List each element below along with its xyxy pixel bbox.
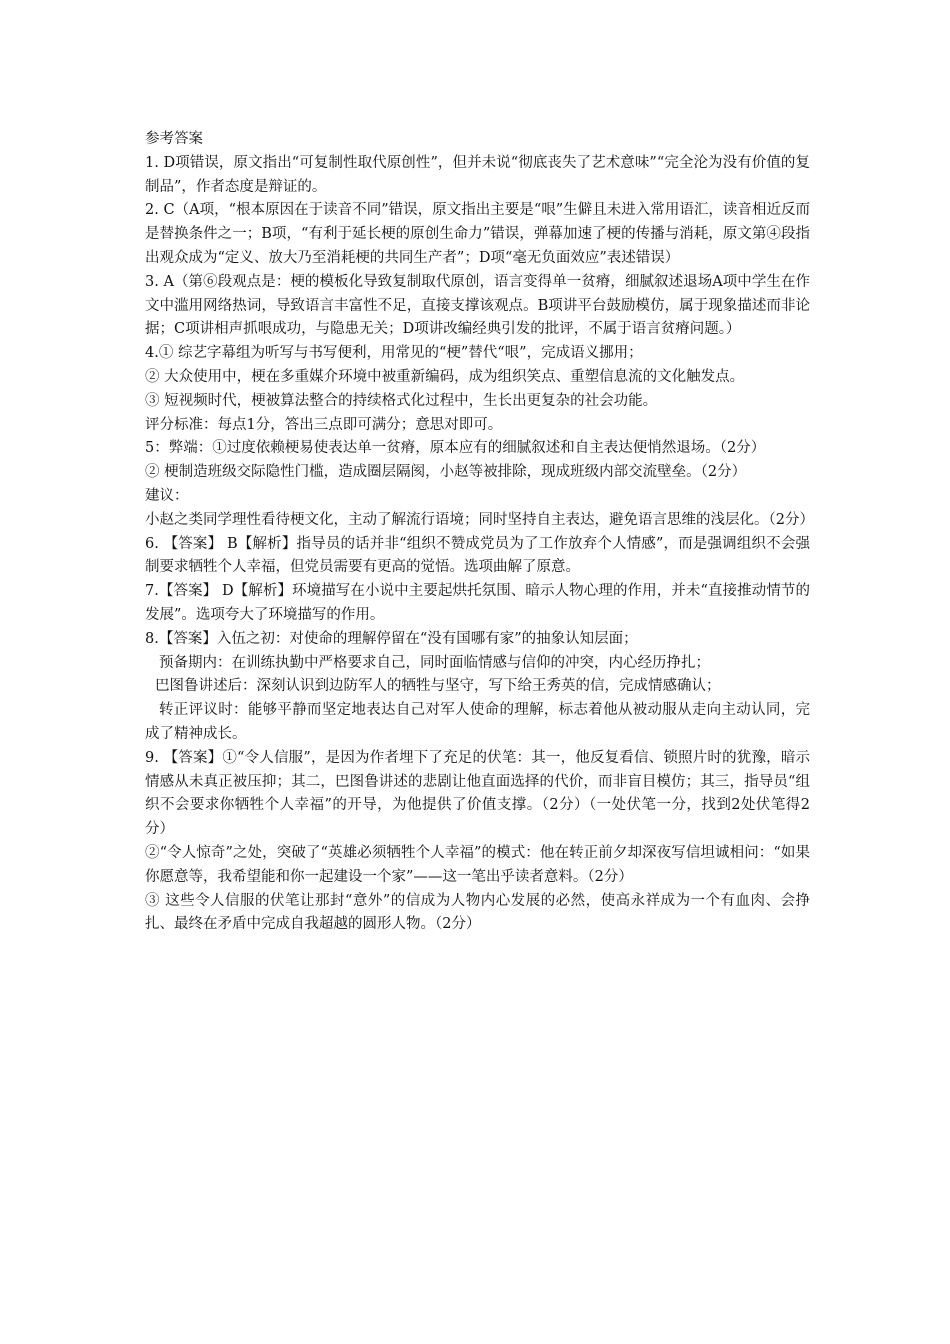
answer-3: 3. A（第⑥段观点是：梗的模板化导致复制取代原创，语言变得单一贫瘠，细腻叙述退场A项中学生在作文中滥用网络热词，导致语言丰富性不足，直接支撑该观点。B项讲平台鼓励模仿，属于现象描述而非论据；C项讲相声抓哏成功，与隐患无关；D项讲改编经典引发的批评，不属于语言贫瘠问题。）: [145, 273, 810, 338]
answer-heading: 参考答案: [145, 131, 203, 147]
answer-2: 2. C（A项，“根本原因在于读音不同”错误，原文指出主要是“哏”生僻且未进入常用语汇，读音相近反而是替换条件之一；B项，“有利于延长梗的原创生命力”错误，弹幕加速了梗的传播与消耗，原文第④段指出观众成为“定义、放大乃至消耗梗的共同生产者”；D项“毫无负面效应”表述错误）: [145, 202, 810, 266]
answer-8-stage-2: 预备期内：在训练执勤中严格要求自己，同时面临情感与信仰的冲突，内心经历挣扎；: [159, 654, 710, 671]
answer-9-point-1: 9. 【答案】①“令人信服”，是因为作者埋下了充足的伏笔：其一，他反复看信、锁照片时的犹豫，暗示情感从未真正被压抑；其二，巴图鲁讲述的悲剧让他直面选择的代价，而非盲目模仿；其三，指导员“组织不会要求你牺牲个人幸福”的开导，为他提供了价值支撑。（2分）（一处伏笔一分，找到2处伏笔得2分）: [145, 749, 810, 838]
answer-5-drawback-2: ② 梗制造班级交际隐性门槛，造成圈层隔阂，小赵等被排除，现成班级内部交流壁垒。（2分）: [145, 464, 747, 481]
answer-8-stage-1: 8.【答案】入伍之初：对使命的理解停留在“没有国哪有家”的抽象认知层面；: [145, 630, 638, 647]
answer-8-stage-3: 巴图鲁讲述后：深刻认识到边防军人的牺牲与坚守，写下给王秀英的信，完成情感确认；: [155, 678, 721, 695]
answer-5-suggestion: 小赵之类同学理性看待梗文化，主动了解流行语境；同时坚持自主表达，避免语言思维的浅层化。（2分）: [145, 511, 814, 528]
answer-5-suggestion-label: 建议：: [145, 487, 189, 504]
answer-4-point-1: 4.① 综艺字幕组为听写与书写便利，用常见的“梗”替代“哏”，完成语义挪用；: [145, 345, 643, 362]
answer-4-point-3: ③ 短视频时代，梗被算法整合的持续格式化过程中，生长出更复杂的社会功能。: [145, 392, 658, 409]
answer-9-point-2: ②“令人惊奇”之处，突破了“英雄必须牺牲个人幸福”的模式：他在转正前夕却深夜写信坦诚相问：“如果你愿意等，我希望能和你一起建设一个家”——这一笔出乎读者意料。（2分）: [145, 844, 810, 885]
answer-key-body: [145, 128, 814, 937]
answer-4-scoring: 评分标准：每点1分，答出三点即可满分；意思对即可。: [145, 416, 503, 433]
answer-7: 7.【答案】 D【解析】环境描写在小说中主要起烘托氛围、暗示人物心理的作用，并未“直接推动情节的发展”。选项夸大了环境描写的作用。: [145, 583, 810, 623]
answer-4-point-2: ② 大众使用中，梗在多重媒介环境中被重新编码，成为组织笑点、重塑信息流的文化触发点。: [145, 368, 745, 385]
answer-6: 6. 【答案】 B【解析】指导员的话并非“组织不赞成党员为了工作放弃个人情感”，而是强调组织不会强制要求牺牲个人幸福，但党员需要有更高的觉悟。选项曲解了原意。: [145, 535, 810, 576]
answer-9-point-3: ③ 这些令人信服的伏笔让那封“意外”的信成为人物内心发展的必然，使高永祥成为一个有血肉、会挣扎、最终在矛盾中完成自我超越的圆形人物。（2分）: [145, 892, 810, 933]
answer-5-drawback-1: 5：弊端：①过度依赖梗易使表达单一贫瘠，原本应有的细腻叙述和自主表达便悄然退场。（2分）: [145, 440, 766, 457]
answer-8-stage-4: 转正评议时：能够平静而坚定地表达自己对军人使命的理解，标志着他从被动服从走向主动认同，完成了精神成长。: [145, 702, 810, 742]
answer-1: 1. D项错误，原文指出“可复制性取代原创性”，但并未说“彻底丧失了艺术意味”“完全沦为没有价值的复制品”，作者态度是辩证的。: [145, 154, 810, 195]
